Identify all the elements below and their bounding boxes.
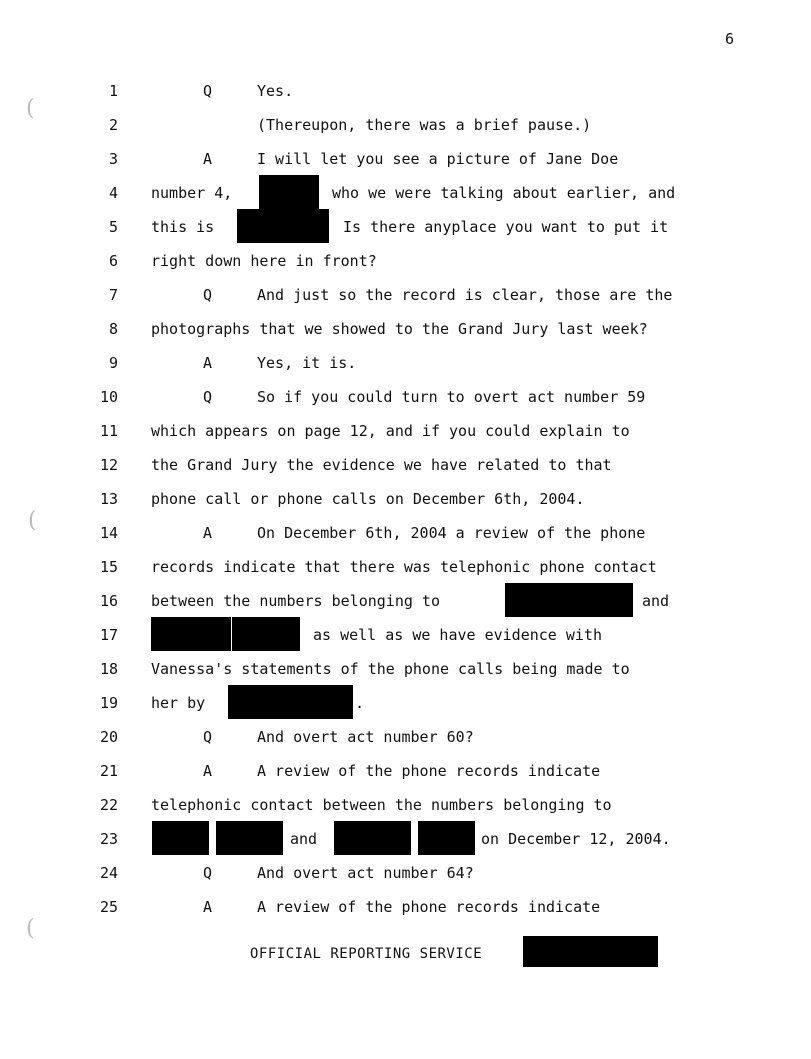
speaker-label: Q bbox=[203, 728, 213, 746]
line-number: 19 bbox=[99, 694, 118, 712]
transcript-line bbox=[0, 558, 811, 582]
transcript-text: On December 6th, 2004 a review of the phone bbox=[257, 524, 646, 542]
speaker-label: A bbox=[203, 150, 213, 168]
margin-mark: ( bbox=[26, 96, 35, 121]
line-number: 3 bbox=[108, 150, 118, 168]
speaker-label: A bbox=[203, 762, 213, 780]
transcript-line bbox=[0, 82, 811, 106]
line-number: 20 bbox=[99, 728, 118, 746]
transcript-line bbox=[0, 184, 811, 208]
transcript-line bbox=[0, 116, 811, 140]
speaker-label: A bbox=[203, 524, 213, 542]
redaction-block bbox=[418, 821, 475, 855]
speaker-label: A bbox=[203, 898, 213, 916]
transcript-text: who we were talking about earlier, and bbox=[332, 184, 676, 202]
line-number: 7 bbox=[108, 286, 118, 304]
footer-redaction bbox=[523, 936, 658, 967]
redaction-block bbox=[216, 821, 283, 855]
margin-mark: ( bbox=[26, 916, 35, 941]
transcript-text: telephonic contact between the numbers belonging to bbox=[151, 796, 612, 814]
transcript-line bbox=[0, 762, 811, 786]
transcript-line bbox=[0, 286, 811, 310]
page-number: 6 bbox=[725, 30, 735, 48]
transcript-line bbox=[0, 150, 811, 174]
transcript-text: which appears on page 12, and if you could explain to bbox=[151, 422, 630, 440]
transcript-line bbox=[0, 388, 811, 412]
transcript-text: I will let you see a picture of Jane Doe bbox=[257, 150, 619, 168]
line-number: 13 bbox=[99, 490, 118, 508]
transcript-text: and bbox=[642, 592, 670, 610]
line-number: 1 bbox=[108, 82, 118, 100]
line-number: 4 bbox=[108, 184, 118, 202]
transcript-text: A review of the phone records indicate bbox=[257, 762, 601, 780]
transcript-text: and bbox=[290, 830, 318, 848]
transcript-line bbox=[0, 524, 811, 548]
transcript-text: And overt act number 60? bbox=[257, 728, 474, 746]
redaction-block bbox=[152, 821, 209, 855]
transcript-line bbox=[0, 252, 811, 276]
footer-reporting-service: OFFICIAL REPORTING SERVICE bbox=[250, 946, 483, 962]
transcript-text: So if you could turn to overt act number 59 bbox=[257, 388, 646, 406]
line-number: 25 bbox=[99, 898, 118, 916]
transcript-line bbox=[0, 354, 811, 378]
transcript-text: her by bbox=[151, 694, 206, 712]
transcript-text: . bbox=[355, 694, 365, 712]
line-number: 11 bbox=[99, 422, 118, 440]
transcript-line bbox=[0, 218, 811, 242]
line-number: 6 bbox=[108, 252, 118, 270]
transcript-text: this is bbox=[151, 218, 215, 236]
line-number: 2 bbox=[108, 116, 118, 134]
transcript-text: between the numbers belonging to bbox=[151, 592, 440, 610]
speaker-label: Q bbox=[203, 388, 213, 406]
transcript-line bbox=[0, 490, 811, 514]
transcript-text: Yes, it is. bbox=[257, 354, 357, 372]
transcript-line bbox=[0, 592, 811, 616]
transcript-text: Yes. bbox=[257, 82, 294, 100]
line-number: 8 bbox=[108, 320, 118, 338]
line-number: 21 bbox=[99, 762, 118, 780]
transcript-text: And just so the record is clear, those are the bbox=[257, 286, 673, 304]
transcript-line bbox=[0, 796, 811, 820]
transcript-line bbox=[0, 456, 811, 480]
redaction-block bbox=[505, 583, 633, 617]
transcript-line bbox=[0, 422, 811, 446]
line-number: 12 bbox=[99, 456, 118, 474]
line-number: 18 bbox=[99, 660, 118, 678]
transcript-line bbox=[0, 660, 811, 684]
transcript-line bbox=[0, 626, 811, 650]
transcript-text: the Grand Jury the evidence we have related to that bbox=[151, 456, 612, 474]
speaker-label: Q bbox=[203, 82, 213, 100]
transcript-text: on December 12, 2004. bbox=[481, 830, 671, 848]
line-number: 23 bbox=[99, 830, 118, 848]
line-number: 22 bbox=[99, 796, 118, 814]
transcript-line bbox=[0, 898, 811, 922]
redaction-block bbox=[151, 617, 231, 651]
transcript-text: And overt act number 64? bbox=[257, 864, 474, 882]
speaker-label: Q bbox=[203, 286, 213, 304]
redaction-block bbox=[228, 685, 353, 719]
transcript-text: A review of the phone records indicate bbox=[257, 898, 601, 916]
transcript-line bbox=[0, 728, 811, 752]
transcript-text: Vanessa's statements of the phone calls being made to bbox=[151, 660, 630, 678]
transcript-text: records indicate that there was telephonic phone contact bbox=[151, 558, 657, 576]
speaker-label: Q bbox=[203, 864, 213, 882]
transcript-text: (Thereupon, there was a brief pause.) bbox=[257, 116, 592, 134]
line-number: 15 bbox=[99, 558, 118, 576]
transcript-text: right down here in front? bbox=[151, 252, 377, 270]
line-number: 17 bbox=[99, 626, 118, 644]
line-number: 5 bbox=[108, 218, 118, 236]
redaction-block bbox=[237, 209, 329, 243]
transcript-text: Is there anyplace you want to put it bbox=[343, 218, 669, 236]
transcript-text: as well as we have evidence with bbox=[313, 626, 602, 644]
transcript-line bbox=[0, 320, 811, 344]
line-number: 24 bbox=[99, 864, 118, 882]
margin-mark: ( bbox=[28, 508, 37, 533]
transcript-text: photographs that we showed to the Grand Jury last week? bbox=[151, 320, 648, 338]
transcript-line bbox=[0, 694, 811, 718]
transcript-line bbox=[0, 864, 811, 888]
redaction-block bbox=[334, 821, 411, 855]
line-number: 9 bbox=[108, 354, 118, 372]
redaction-block bbox=[259, 175, 319, 209]
transcript-text: phone call or phone calls on December 6th, 2004. bbox=[151, 490, 585, 508]
transcript-text: number 4, bbox=[151, 184, 233, 202]
redaction-block bbox=[232, 617, 300, 651]
line-number: 10 bbox=[99, 388, 118, 406]
transcript-line bbox=[0, 830, 811, 854]
speaker-label: A bbox=[203, 354, 213, 372]
line-number: 14 bbox=[99, 524, 118, 542]
line-number: 16 bbox=[99, 592, 118, 610]
